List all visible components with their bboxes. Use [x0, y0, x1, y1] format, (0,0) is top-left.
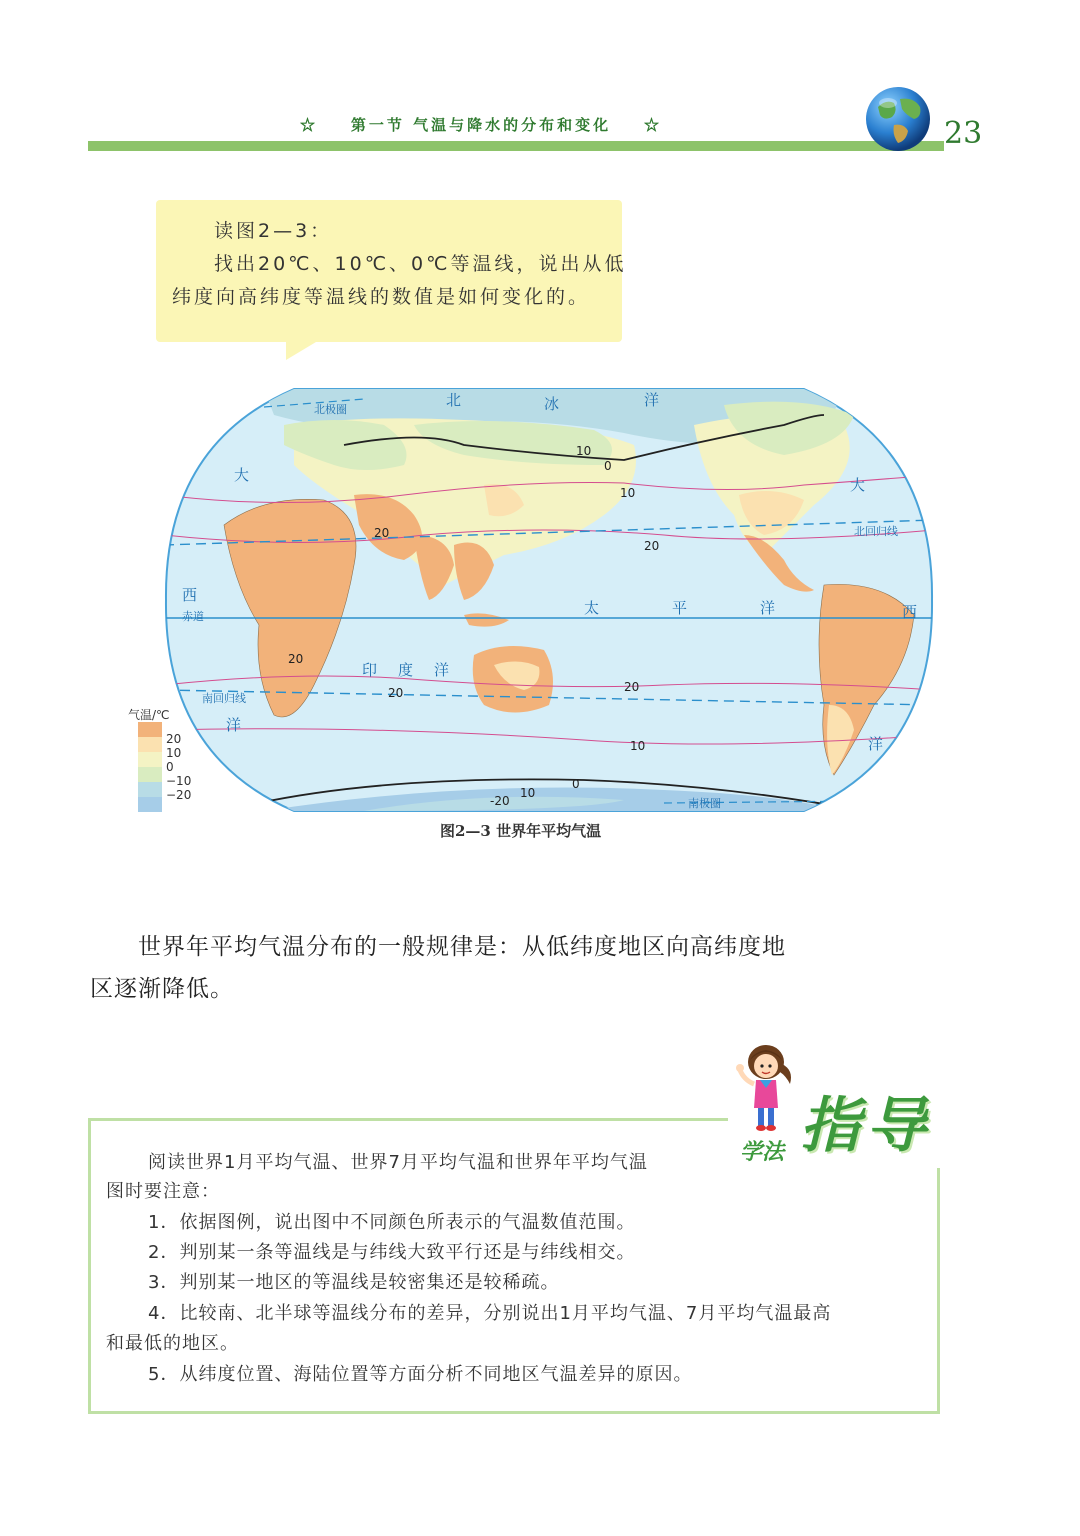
- legend-swatch: [138, 767, 162, 782]
- body-paragraph-line-1: 世界年平均气温分布的一般规律是：从低纬度地区向高纬度地: [138, 934, 786, 960]
- legend-swatch: [138, 722, 162, 737]
- tropic-of-cancer-label: 北回归线: [854, 525, 898, 538]
- atlantic-ocean-label: 大: [850, 476, 866, 494]
- isotherm-label: 10: [630, 739, 646, 753]
- guide-line: 图时要注意：: [106, 1181, 220, 1202]
- pacific-ocean-label: 洋: [760, 599, 776, 617]
- pacific-ocean-label: 平: [672, 599, 688, 617]
- arctic-ocean-label: 洋: [644, 391, 660, 409]
- legend-title: 气温/℃: [128, 708, 170, 722]
- equator-label: 赤道: [182, 610, 204, 623]
- antarctic-circle-label: 南极圈: [688, 797, 721, 810]
- guide-line: 4．比较南、北半球等温线分布的差异，分别说出1月平均气温、7月平均气温最高: [148, 1303, 832, 1324]
- guide-title: 指导: [800, 1091, 932, 1161]
- callout-tail: [286, 342, 316, 360]
- legend-swatch: [138, 782, 162, 797]
- header-bar: [88, 141, 944, 151]
- isotherm-label: 20: [624, 680, 640, 694]
- guide-line: 3．判别某一地区的等温线是较密集还是较稀疏。: [148, 1272, 560, 1293]
- legend-label: 20: [166, 732, 182, 746]
- atlantic-ocean-label: 大: [234, 466, 250, 484]
- isotherm-label: -20: [490, 794, 510, 808]
- legend-swatch: [138, 797, 162, 812]
- legend-label: 10: [166, 746, 182, 760]
- isotherm-label: 0: [604, 459, 612, 473]
- isotherm-label: 20: [374, 526, 390, 540]
- body-paragraph-line-2: 区逐渐降低。: [90, 976, 234, 1002]
- callout-line-2: 找出20℃、10℃、0℃等温线，说出从低: [214, 253, 627, 275]
- atlantic-ocean-label: 西: [182, 586, 198, 604]
- legend-swatch: [138, 737, 162, 752]
- callout-line-3: 纬度向高纬度等温线的数值是如何变化的。: [172, 286, 591, 308]
- callout-line-1: 读图2—3：: [214, 220, 333, 242]
- chapter-title: 第一节 气温与降水的分布和变化: [350, 116, 612, 134]
- atlantic-ocean-label: 西: [902, 603, 918, 621]
- guide-subtitle: 学法: [740, 1139, 785, 1165]
- star-icon: ☆: [300, 116, 319, 134]
- guide-line: 和最低的地区。: [106, 1333, 239, 1354]
- figure-caption: 图2—3 世界年平均气温: [440, 822, 602, 840]
- star-icon: ☆: [644, 116, 663, 134]
- arctic-circle-label: 北极圈: [314, 403, 347, 416]
- isotherm-label: 0: [572, 777, 580, 791]
- isotherm-label: 20: [288, 652, 304, 666]
- guide-line: 2．判别某一条等温线是与纬线大致平行还是与纬线相交。: [148, 1242, 636, 1263]
- isotherm-label: 10: [576, 444, 592, 458]
- chapter-header: [300, 114, 700, 140]
- arctic-ocean-label: 冰: [544, 395, 560, 413]
- isotherm-label: 20: [388, 686, 404, 700]
- isotherm-label: 10: [520, 786, 536, 800]
- page-number: 23: [944, 116, 983, 151]
- reading-prompt-callout: [156, 200, 627, 345]
- indian-ocean-label: 印: [362, 661, 378, 679]
- atlantic-ocean-label: 洋: [868, 735, 884, 753]
- legend-label: 0: [166, 760, 174, 774]
- world-temperature-map: [164, 385, 934, 815]
- map-legend: [128, 706, 208, 818]
- legend-label: −10: [166, 774, 192, 788]
- legend-label: −20: [166, 788, 192, 802]
- guide-line: 阅读世界1月平均气温、世界7月平均气温和世界年平均气温: [148, 1152, 648, 1173]
- legend-swatch: [138, 752, 162, 767]
- indian-ocean-label: 度: [398, 661, 414, 679]
- isotherm-label: 10: [620, 486, 636, 500]
- guide-line: 1．依据图例，说出图中不同颜色所表示的气温数值范围。: [148, 1212, 636, 1233]
- globe-icon: [864, 85, 932, 153]
- pacific-ocean-label: 太: [584, 599, 600, 617]
- student-mascot-icon: [730, 1040, 800, 1135]
- isotherm-label: 20: [644, 539, 660, 553]
- indian-ocean-label: 洋: [434, 661, 450, 679]
- tropic-of-capricorn-label: 南回归线: [202, 692, 246, 705]
- arctic-ocean-label: 北: [446, 391, 462, 409]
- atlantic-ocean-label: 洋: [226, 716, 242, 734]
- guide-line: 5．从纬度位置、海陆位置等方面分析不同地区气温差异的原因。: [148, 1364, 693, 1385]
